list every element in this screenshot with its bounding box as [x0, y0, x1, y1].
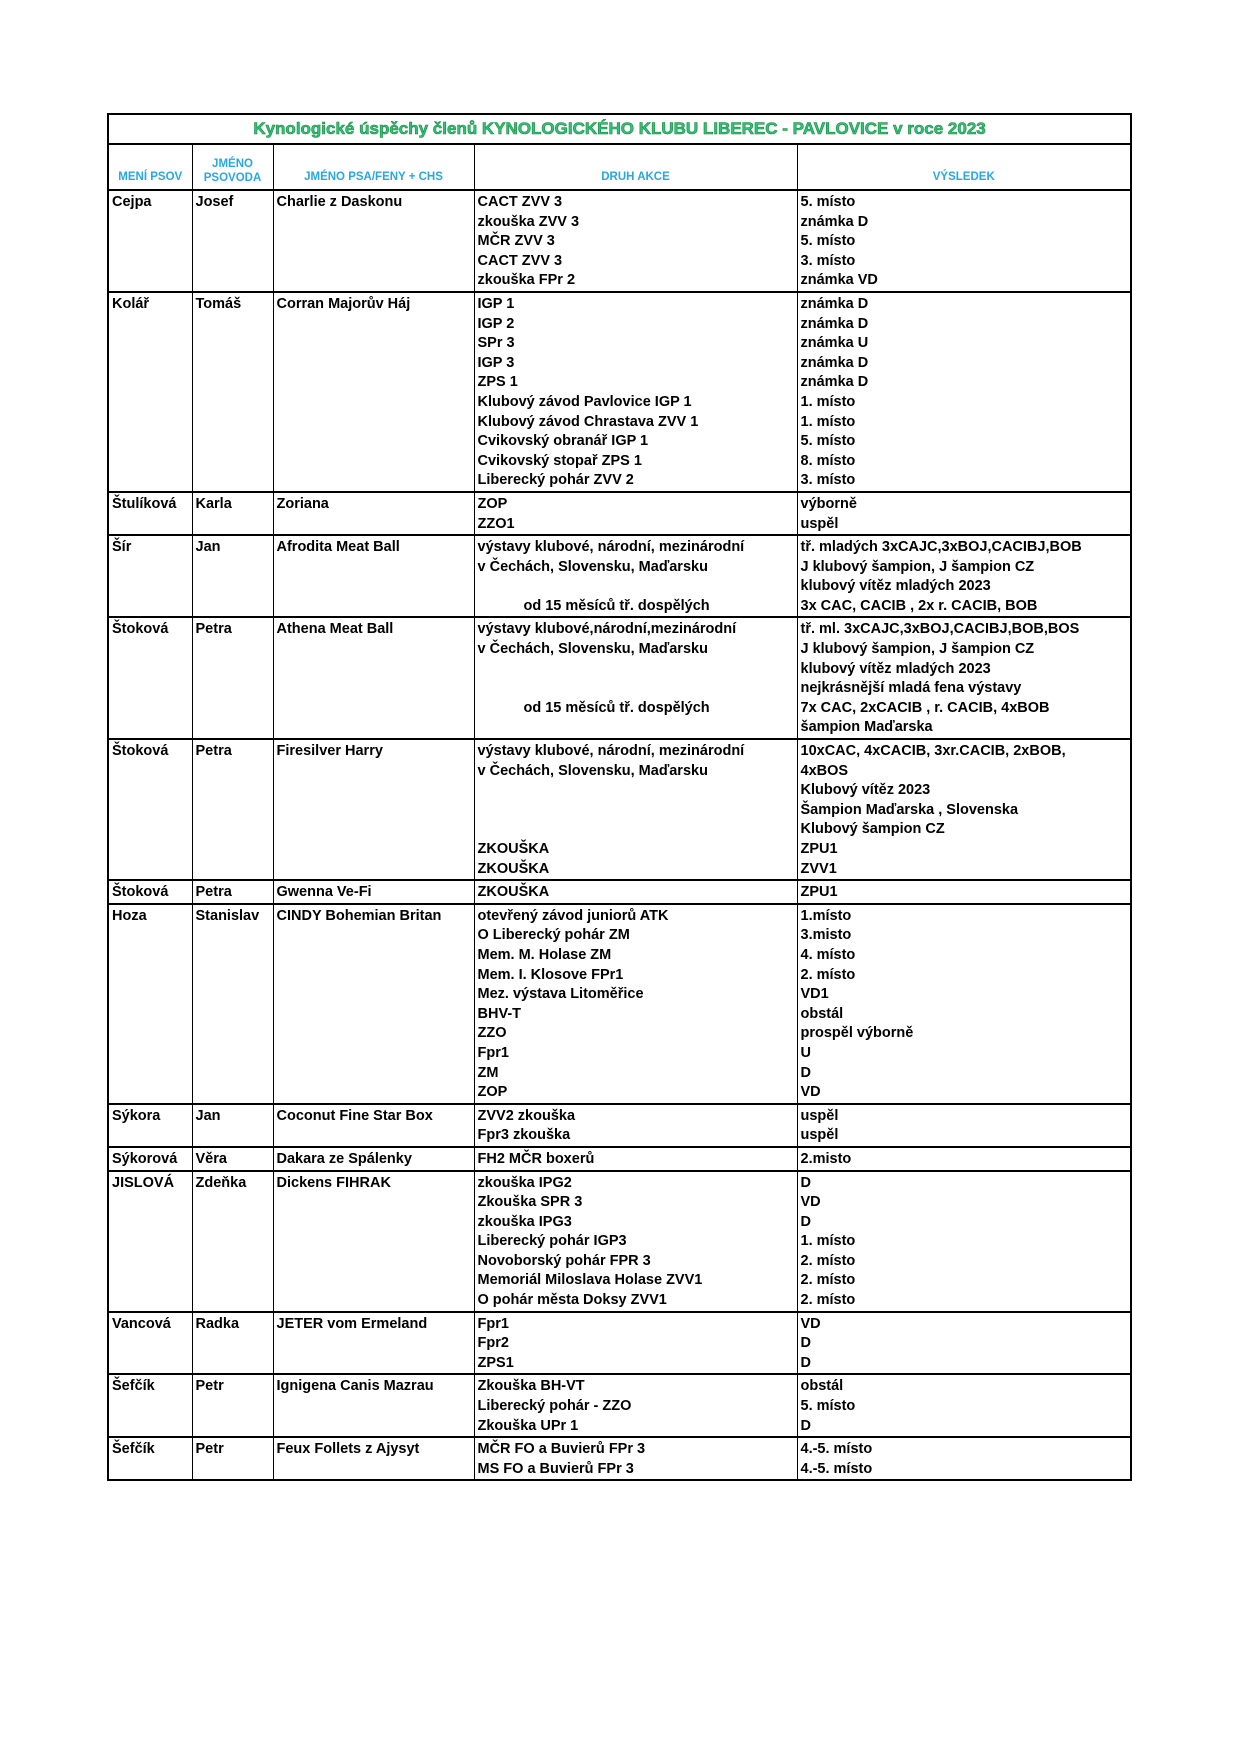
- event-line: [478, 718, 795, 738]
- result-line: uspěl: [800, 1107, 839, 1124]
- cell-events: [474, 904, 797, 1104]
- result-line: známka VD: [800, 272, 878, 289]
- event-line: Fpr1: [477, 1315, 509, 1332]
- result-line: výborně: [800, 495, 857, 512]
- event-line: CACT ZVV 3: [477, 194, 563, 210]
- cell-surname: Sýkorová: [108, 1147, 192, 1171]
- header-handler: [192, 144, 273, 190]
- cell-surname: Štoková: [108, 739, 192, 880]
- title-row: [108, 114, 1131, 144]
- cell-results: [797, 617, 1131, 739]
- cell-dog-name: Dickens FIHRAK: [273, 1171, 474, 1312]
- event-line: MS FO a Buvierů FPr 3: [477, 1460, 634, 1477]
- result-line: Klubový vítěz 2023: [800, 782, 931, 799]
- result-line: šampion Maďarska: [800, 719, 933, 736]
- event-line: Liberecký pohár - ZZO: [477, 1398, 632, 1415]
- result-line: uspěl: [800, 515, 839, 532]
- result-line: 7x CAC, 2xCACIB , r. CACIB, 4xBOB: [800, 699, 1050, 716]
- result-line: 2. místo: [800, 1272, 856, 1289]
- result-line: 10xCAC, 4xCACIB, 3xr.CACIB, 2xBOB,: [800, 743, 1066, 760]
- result-line: Šampion Maďarska , Slovenska: [800, 801, 1019, 818]
- cell-events: [474, 535, 797, 617]
- event-line: O Liberecký pohár ZM: [477, 927, 630, 944]
- result-line: tř. mladých 3xCAJC,3xBOJ,CACIBJ,BOB: [800, 539, 1082, 556]
- cell-events: [474, 1171, 797, 1312]
- table-row: [108, 535, 1131, 617]
- cell-surname: Vancová: [108, 1312, 192, 1375]
- event-line: SPr 3: [477, 335, 515, 352]
- cell-results: [797, 1374, 1131, 1437]
- result-line: klubový vítěz mladých 2023: [800, 660, 991, 677]
- header-result: VÝSLEDEK: [797, 144, 1131, 190]
- event-line: [478, 781, 795, 801]
- event-line: od 15 měsíců tř. dospělých: [523, 699, 710, 716]
- result-line: 4xBOS: [800, 762, 849, 779]
- cell-results: [797, 904, 1131, 1104]
- event-line: ZKOUŠKA: [477, 841, 550, 857]
- event-line: zkouška IPG2: [477, 1174, 572, 1191]
- cell-dog-name: Gwenna Ve-Fi: [273, 880, 474, 904]
- table-row: [108, 190, 1131, 292]
- cell-dog-name: Athena Meat Ball: [273, 617, 474, 739]
- table-row: [108, 1312, 1131, 1375]
- result-line: D: [800, 1335, 811, 1352]
- result-line: 1. místo: [800, 1233, 856, 1250]
- results-sheet: [107, 113, 1130, 1481]
- cell-results: [797, 535, 1131, 617]
- event-line: ZPS1: [477, 1354, 514, 1371]
- result-line: Klubový šampion CZ: [800, 821, 945, 838]
- event-line: Liberecký pohár ZVV 2: [477, 472, 634, 489]
- result-line: 4. místo: [800, 946, 856, 963]
- cell-handler-name: Petra: [192, 880, 273, 904]
- event-line: Fpr2: [477, 1335, 509, 1352]
- result-line: 3. místo: [800, 472, 856, 489]
- result-line: ZVV1: [800, 860, 837, 877]
- event-line: Fpr1: [477, 1044, 509, 1061]
- event-line: MČR ZVV 3: [477, 233, 555, 250]
- result-line: VD: [800, 1084, 821, 1101]
- result-line: 2. místo: [800, 966, 856, 983]
- result-line: 1. místo: [800, 393, 856, 410]
- header-row: [108, 144, 1131, 190]
- cell-events: [474, 1147, 797, 1171]
- cell-handler-name: Věra: [192, 1147, 273, 1171]
- cell-handler-name: Petra: [192, 739, 273, 880]
- table-row: [108, 617, 1131, 739]
- event-line: Klubový závod Chrastava ZVV 1: [477, 413, 699, 430]
- result-line: známka D: [800, 315, 869, 332]
- cell-surname: Sýkora: [108, 1104, 192, 1147]
- event-line: v Čechách, Slovensku, Maďarsku: [477, 641, 708, 658]
- result-line: 3.misto: [800, 927, 852, 944]
- result-line: známka D: [800, 213, 869, 230]
- event-line: Zkouška BH-VT: [477, 1378, 585, 1395]
- result-line: D: [800, 1354, 811, 1371]
- event-line: ZM: [477, 1064, 499, 1081]
- event-line: zkouška FPr 2: [477, 272, 576, 289]
- event-line: Klubový závod Pavlovice IGP 1: [477, 393, 692, 410]
- cell-handler-name: Zdeňka: [192, 1171, 273, 1312]
- event-line: BHV-T: [477, 1005, 521, 1022]
- event-line: ZZO1: [477, 515, 515, 532]
- result-line: D: [800, 1213, 811, 1230]
- event-line: ZPS 1: [477, 374, 518, 391]
- result-line: 2.misto: [800, 1150, 852, 1167]
- table-row: [108, 1147, 1131, 1171]
- cell-handler-name: Petra: [192, 617, 273, 739]
- cell-handler-name: Radka: [192, 1312, 273, 1375]
- table-row: [108, 492, 1131, 535]
- result-line: 5. místo: [800, 194, 856, 210]
- event-line: IGP 2: [477, 315, 515, 332]
- cell-events: [474, 617, 797, 739]
- cell-events: [474, 292, 797, 492]
- event-line: [478, 679, 795, 699]
- cell-surname: Šefčík: [108, 1437, 192, 1480]
- result-line: J klubový šampion, J šampion CZ: [800, 641, 1035, 658]
- event-line: otevřený závod juniorů ATK: [477, 907, 669, 924]
- cell-dog-name: CINDY Bohemian Britan: [273, 904, 474, 1104]
- cell-results: [797, 292, 1131, 492]
- cell-dog-name: Coconut Fine Star Box: [273, 1104, 474, 1147]
- event-line: Mez. výstava Litoměřice: [477, 986, 644, 1003]
- cell-handler-name: Jan: [192, 535, 273, 617]
- table-row: [108, 292, 1131, 492]
- event-line: O pohár města Doksy ZVV1: [477, 1292, 667, 1309]
- cell-handler-name: Stanislav: [192, 904, 273, 1104]
- result-line: prospěl výborně: [800, 1025, 914, 1042]
- cell-results: [797, 1437, 1131, 1480]
- header-surname: MENÍ PSOV: [108, 144, 192, 190]
- result-line: tř. ml. 3xCAJC,3xBOJ,CACIBJ,BOB,BOS: [800, 621, 1080, 638]
- event-line: Novoborský pohár FPR 3: [477, 1252, 651, 1269]
- event-line: Liberecký pohár IGP3: [477, 1233, 627, 1250]
- result-line: nejkrásnější mladá fena výstavy: [800, 680, 1022, 697]
- event-line: IGP 3: [477, 354, 515, 371]
- cell-surname: Štoková: [108, 880, 192, 904]
- result-line: 2. místo: [800, 1292, 856, 1309]
- cell-surname: Cejpa: [108, 190, 192, 292]
- table-row: [108, 880, 1131, 904]
- cell-handler-name: Tomáš: [192, 292, 273, 492]
- cell-events: [474, 190, 797, 292]
- event-line: CACT ZVV 3: [477, 252, 563, 269]
- event-line: ZZO: [477, 1025, 507, 1042]
- event-line: v Čechách, Slovensku, Maďarsku: [477, 558, 708, 575]
- event-line: Zkouška SPR 3: [477, 1194, 583, 1211]
- event-line: Cvikovský obranář IGP 1: [477, 433, 649, 450]
- cell-events: [474, 1104, 797, 1147]
- result-line: 2. místo: [800, 1252, 856, 1269]
- cell-events: [474, 739, 797, 880]
- cell-surname: JISLOVÁ: [108, 1171, 192, 1312]
- cell-events: [474, 1437, 797, 1480]
- cell-results: [797, 739, 1131, 880]
- cell-dog-name: Charlie z Daskonu: [273, 190, 474, 292]
- result-line: D: [800, 1417, 811, 1434]
- cell-events: [474, 880, 797, 904]
- event-line: Memoriál Miloslava Holase ZVV1: [477, 1272, 703, 1289]
- result-line: klubový vítěz mladých 2023: [800, 578, 991, 595]
- event-line: výstavy klubové, národní, mezinárodní: [477, 539, 745, 556]
- cell-handler-name: Karla: [192, 492, 273, 535]
- event-line: [478, 801, 795, 821]
- header-dog: JMÉNO PSA/FENY + CHS: [273, 144, 474, 190]
- results-table: [107, 113, 1132, 1481]
- cell-results: [797, 1104, 1131, 1147]
- event-line: Mem. I. Klosove FPr1: [477, 966, 624, 983]
- event-line: zkouška IPG3: [477, 1213, 572, 1230]
- table-row: [108, 739, 1131, 880]
- result-line: U: [800, 1044, 811, 1061]
- cell-handler-name: Petr: [192, 1437, 273, 1480]
- cell-dog-name: Corran Majorův Háj: [273, 292, 474, 492]
- result-line: 5. místo: [800, 433, 856, 450]
- result-line: obstál: [800, 1378, 844, 1395]
- event-line: MČR FO a Buvierů FPr 3: [477, 1441, 646, 1458]
- cell-results: [797, 492, 1131, 535]
- result-line: známka D: [800, 354, 869, 371]
- cell-dog-name: Dakara ze Spálenky: [273, 1147, 474, 1171]
- result-line: obstál: [800, 1005, 844, 1022]
- cell-events: [474, 492, 797, 535]
- result-line: známka U: [800, 335, 869, 352]
- result-line: D: [800, 1064, 811, 1081]
- result-line: 3. místo: [800, 252, 856, 269]
- event-line: ZOP: [477, 1084, 508, 1101]
- event-line: Mem. M. Holase ZM: [477, 946, 612, 963]
- cell-dog-name: Zoriana: [273, 492, 474, 535]
- result-line: 1. místo: [800, 413, 856, 430]
- result-line: známka D: [800, 295, 869, 312]
- cell-dog-name: Feux Follets z Ajysyt: [273, 1437, 474, 1480]
- result-line: J klubový šampion, J šampion CZ: [800, 558, 1035, 575]
- cell-dog-name: Firesilver Harry: [273, 739, 474, 880]
- table-row: [108, 904, 1131, 1104]
- result-line: D: [800, 1174, 811, 1191]
- cell-surname: Hoza: [108, 904, 192, 1104]
- event-line: [478, 577, 795, 597]
- event-line: ZVV2 zkouška: [477, 1107, 576, 1124]
- cell-surname: Štulíková: [108, 492, 192, 535]
- event-line: [478, 660, 795, 680]
- result-line: VD1: [800, 986, 829, 1003]
- event-line: Fpr3 zkouška: [477, 1127, 571, 1144]
- cell-handler-name: Josef: [192, 190, 273, 292]
- cell-handler-name: Petr: [192, 1374, 273, 1437]
- cell-surname: Šefčík: [108, 1374, 192, 1437]
- event-line: výstavy klubové,národní,mezinárodní: [477, 621, 737, 638]
- event-line: [478, 820, 795, 840]
- cell-results: [797, 190, 1131, 292]
- cell-handler-name: Jan: [192, 1104, 273, 1147]
- cell-results: [797, 1312, 1131, 1375]
- cell-results: [797, 1147, 1131, 1171]
- cell-dog-name: Ignigena Canis Mazrau: [273, 1374, 474, 1437]
- event-line: ZKOUŠKA: [477, 860, 550, 877]
- table-row: [108, 1171, 1131, 1312]
- table-row: [108, 1374, 1131, 1437]
- header-event: DRUH AKCE: [474, 144, 797, 190]
- result-line: 3x CAC, CACIB , 2x r. CACIB, BOB: [800, 597, 1038, 614]
- result-line: známka D: [800, 374, 869, 391]
- event-line: IGP 1: [477, 295, 515, 312]
- result-line: 8. místo: [800, 452, 856, 469]
- cell-dog-name: JETER vom Ermeland: [273, 1312, 474, 1375]
- event-line: Zkouška UPr 1: [477, 1417, 579, 1434]
- cell-surname: Štoková: [108, 617, 192, 739]
- result-line: VD: [800, 1315, 821, 1332]
- event-line: od 15 měsíců tř. dospělých: [523, 597, 710, 614]
- table-row: [108, 1104, 1131, 1147]
- result-line: VD: [800, 1194, 821, 1211]
- cell-dog-name: Afrodita Meat Ball: [273, 535, 474, 617]
- result-line: 5. místo: [800, 1398, 856, 1415]
- event-line: v Čechách, Slovensku, Maďarsku: [477, 762, 708, 779]
- result-line: 4.-5. místo: [800, 1460, 873, 1477]
- result-line: ZPU1: [800, 841, 838, 857]
- result-line: 5. místo: [800, 233, 856, 250]
- event-line: ZOP: [477, 495, 508, 512]
- cell-results: [797, 880, 1131, 904]
- cell-surname: Šír: [108, 535, 192, 617]
- table-row: [108, 1437, 1131, 1480]
- cell-events: [474, 1312, 797, 1375]
- event-line: výstavy klubové, národní, mezinárodní: [477, 743, 745, 760]
- result-line: 4.-5. místo: [800, 1441, 873, 1458]
- result-line: ZPU1: [800, 884, 838, 901]
- result-line: uspěl: [800, 1127, 839, 1144]
- cell-surname: Kolář: [108, 292, 192, 492]
- event-line: ZKOUŠKA: [477, 884, 550, 901]
- cell-events: [474, 1374, 797, 1437]
- event-line: FH2 MČR boxerů: [477, 1150, 595, 1167]
- result-line: 1.místo: [800, 907, 852, 924]
- cell-results: [797, 1171, 1131, 1312]
- event-line: Cvikovský stopař ZPS 1: [477, 452, 642, 469]
- header-handler-text: JMÉNO PSOVODA: [203, 158, 262, 184]
- event-line: zkouška ZVV 3: [477, 213, 580, 230]
- page-title: Kynologické úspěchy členů KYNOLOGICKÉHO KLUBU LIBEREC - PAVLOVICE v roce 2023: [108, 114, 1131, 144]
